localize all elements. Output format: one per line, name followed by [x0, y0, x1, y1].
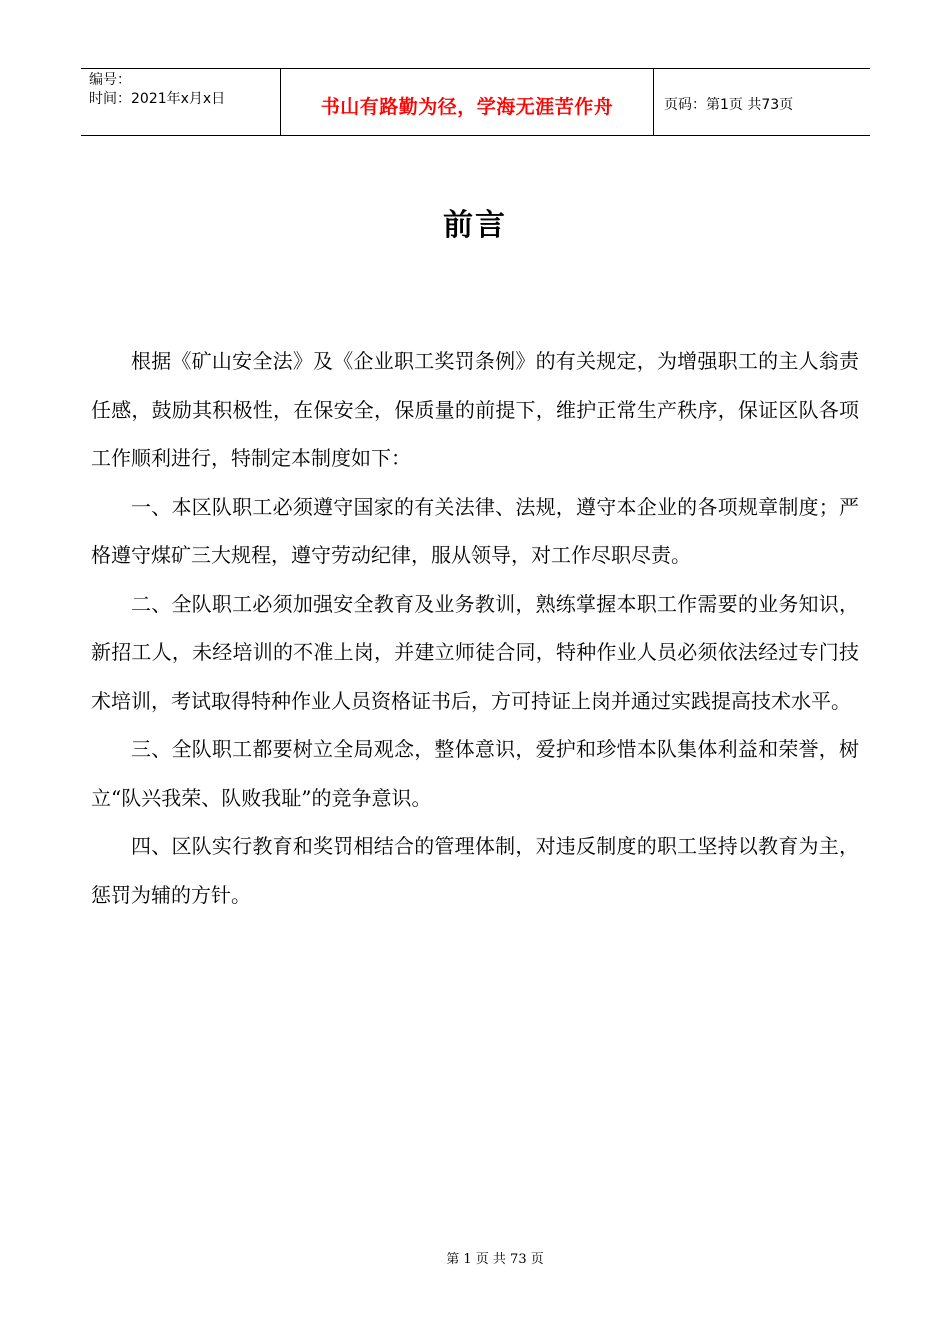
- document-header: [81, 68, 870, 136]
- time-label: 时间：2021年x月x日: [89, 91, 226, 107]
- header-motto: 书山有路勤为径，学海无涯苦作舟: [281, 69, 654, 135]
- paragraph: 四、区队实行教育和奖罚相结合的管理体制，对违反制度的职工坚持以教育为主，惩罚为辅的方针。: [91, 834, 859, 907]
- paragraph: 一、本区队职工必须遵守国家的有关法律、法规，遵守本企业的各项规章制度；严格遵守煤矿三大规程，遵守劳动纪律，服从领导，对工作尽职尽责。: [91, 494, 859, 567]
- header-page-info: 页码：第1页 共73页: [664, 97, 794, 113]
- paragraph: 根据《矿山安全法》及《企业职工奖罚条例》的有关规定，为增强职工的主人翁责任感，鼓励其积极性，在保安全，保质量的前提下，维护正常生产秩序，保证区队各项工作顺利进行，特制定本制度如下：: [91, 349, 859, 470]
- header-meta: [81, 69, 281, 135]
- page-footer: 第 1 页 共 73 页: [446, 1252, 544, 1267]
- paragraph: 二、全队职工必须加强安全教育及业务教训，熟练掌握本职工作需要的业务知识，新招工人，未经培训的不准上岗，并建立师徒合同，特种作业人员必须依法经过专门技术培训，考试取得特种作业人员资格证书后，方可持证上岗并通过实践提高技术水平。: [91, 591, 859, 713]
- page-title: 前言: [443, 208, 507, 243]
- paragraph: 三、全队职工都要树立全局观念，整体意识，爱护和珍惜本队集体利益和荣誉，树立“队兴我荣、队败我耻”的竞争意识。: [91, 737, 859, 810]
- number-label: 编号：: [89, 72, 131, 88]
- body-text: [91, 337, 859, 919]
